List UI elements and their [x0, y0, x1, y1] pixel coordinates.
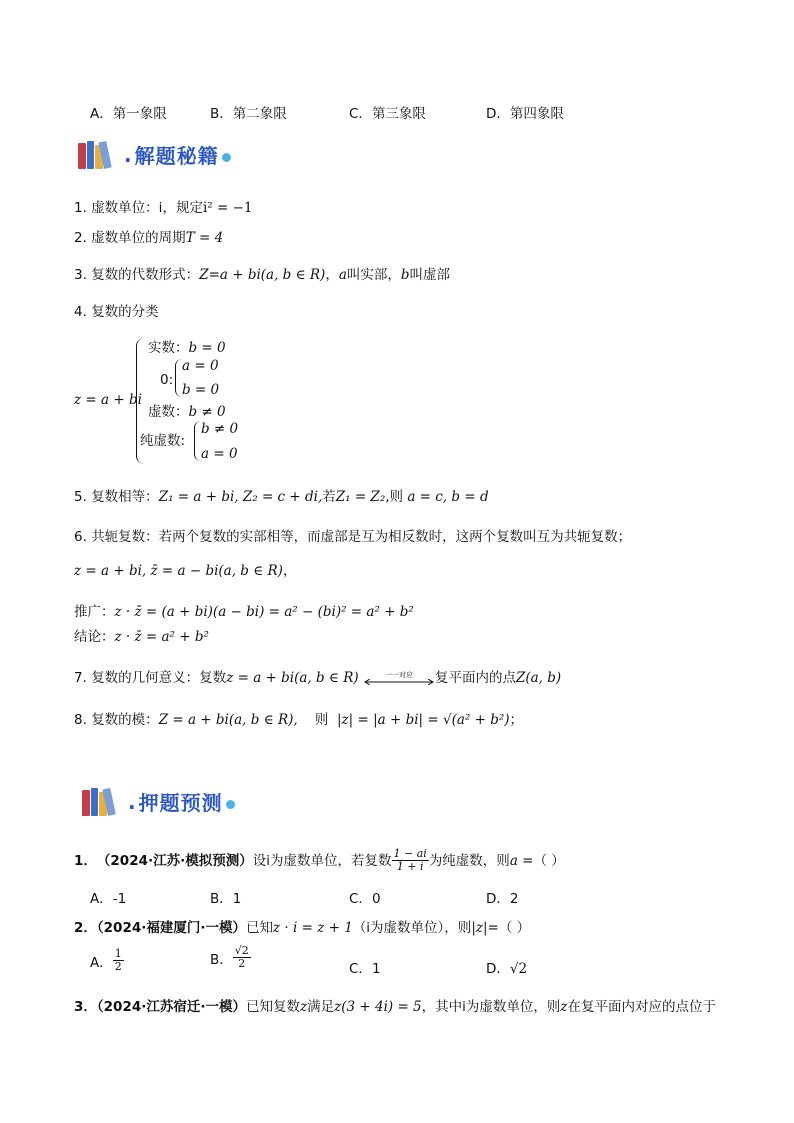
fraction: $\frac{1 - ai}{1 + i}$ [393, 847, 427, 873]
tip-6-conclusion: 结论：z · z̄ = a² + b² [74, 629, 209, 645]
section-title: 押题预测 [138, 791, 223, 815]
tip-8: 8. 复数的模：Z = a + bi(a, b ∈ R), 则 |z| = |a + bi| = √(a² + b²)； [74, 712, 524, 728]
books-icon [78, 141, 122, 169]
q1-option-c: C．0 [349, 891, 381, 907]
q2-option-d: D．√2 [486, 961, 528, 977]
q2-option-c: C．1 [349, 961, 381, 977]
tip-4: 4. 复数的分类 [74, 304, 159, 320]
dot-icon [226, 800, 235, 809]
question-2: 2．（2024·福建厦门·一模）已知z · i = z + 1（i为虚数单位），则|z|=（ ） [74, 920, 531, 936]
zero-brace [175, 359, 182, 397]
tip-5: 5. 复数相等：Z₁ = a + bi, Z₂ = c + di,若Z₁ = Z₂,则 a = c, b = d [74, 489, 489, 505]
section-header-tips: . 解题秘籍 [78, 140, 231, 169]
option-d: D．第四象限 [486, 106, 564, 122]
section-header-predictions: . 押题预测 [82, 787, 235, 816]
option-a: A．第一象限 [90, 106, 167, 122]
option-c: C．第三象限 [349, 106, 426, 122]
tip-2: 2. 虚数单位的周期T = 4 [74, 230, 224, 246]
question-3: 3．（2024·江苏宿迁·一模）已知复数z满足z(3 + 4i) = 5，其中i为虚数单位，则z在复平面内对应的点位于 [74, 999, 717, 1015]
question-1: 1． （2024·江苏·模拟预测） 设i为虚数单位，若复数 $\frac{1 - ai}{1 + i}$ 为纯虚数，则 a = （ ） [74, 847, 565, 873]
tip-1: 1. 虚数单位：i，规定i² = −1 [74, 200, 253, 216]
section-title: 解题秘籍 [134, 144, 219, 168]
fraction: $\frac{1}{2}$ [114, 947, 122, 973]
dot-icon [222, 153, 231, 162]
q1-option-a: A．-1 [90, 891, 127, 907]
books-icon [82, 788, 126, 816]
fraction: $\frac{√2}{2}$ [234, 944, 249, 970]
tip-6: 6. 共轭复数：若两个复数的实部相等，而虚部是互为相反数时，这两个复数叫互为共轭复数； [74, 529, 632, 545]
tip-7: 7. 复数的几何意义：复数z = a + bi(a, b ∈ R) 一一对应 复平面内的点Z(a, b) [74, 670, 562, 686]
q2-option-a: A． $\frac{1}{2}$ [90, 947, 122, 973]
pure-brace [194, 421, 201, 461]
tip-3: 3. 复数的代数形式：Z=a + bi(a, b ∈ R)，a叫实部，b叫虚部 [74, 267, 451, 283]
tip-6-formula: z = a + bi, z̄ = a − bi(a, b ∈ R)， [74, 563, 297, 579]
q1-option-d: D．2 [486, 891, 519, 907]
tip-6-generalization: 推广：z · z̄ = (a + bi)(a − bi) = a² − (bi)² = a² + b² [74, 604, 414, 620]
q2-option-b: B． $\frac{√2}{2}$ [210, 944, 249, 970]
double-arrow-icon: 一一对应 [363, 671, 435, 685]
q1-option-b: B．1 [210, 891, 242, 907]
document-page: A．第一象限 B．第二象限 C．第三象限 D．第四象限 . 解题秘籍 1. 虚数单位：i，规定i² = −1 2. 虚数单位的周期T = 4 3. 复数的代数形式：Z=a + bi(a, b ∈ R)，a叫实部，b叫虚部 4. 复数的分类 z = a + bi 实数：b = 0 0: a = 0 b = 0 虚数：b ≠ 0 纯虚数: b ≠ 0 a = 0 5. 复数相等：Z₁ = a + bi, Z₂ = c + di,若Z₁ = Z₂,则 a = c, b = d 6. 共轭复数：若两个复数的实部相等，而虚部是互为相反数时，这两个复数叫互为共轭复数； z = a + bi, z̄ = a − bi(a, b ∈ R)， 推广：z · z̄ = (a + bi)(a − bi) = a² − (bi)² = a² + b² 结论：z · z̄ = a² + b² 7. 复数的几何意义：复数z = a + bi(a, b ∈ R) 一一对应 复平面内的点Z(a, b) 8. 复数的模：Z = a + bi(a, b ∈ R), 则 |z| = |a + bi| = √(a² + b²)； . 押题预测 1． （2024·江苏·模拟预测） 设i为虚数单位，若复数 $\frac{1 - ai}{1 + i}$ 为纯虚数，则 a = （ ） A．-1 B．1 C．0 D．2 2．（2024·福建厦门·一模）已知z · i = z + 1（i为虚数单位），则|z|=（ ） A． $\frac{1}{2}$ B． $\frac{√2}{2}$ C．1 D．√2 3．（2024·江苏宿迁·一模）已知复数z满足z(3 + 4i) = 5，其中i为虚数单位，则z在复平面内对应的点位于 [0, 0, 794, 1123]
option-b: B．第二象限 [210, 106, 287, 122]
